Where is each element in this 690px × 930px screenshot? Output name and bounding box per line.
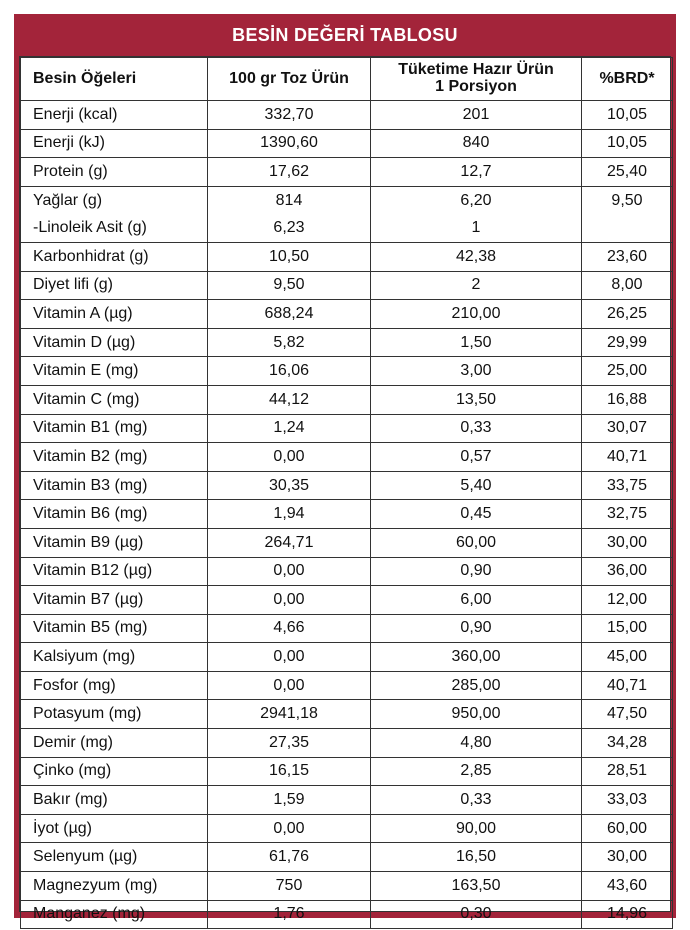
- cell-nutrient: Vitamin B9 (µg): [21, 528, 208, 557]
- cell-per-100g: 0,00: [208, 643, 371, 672]
- table-row: [21, 500, 673, 529]
- cell-brd: 43,60: [582, 872, 673, 901]
- cell-nutrient: Vitamin C (mg): [21, 385, 208, 414]
- cell-per-100g: 750: [208, 872, 371, 901]
- nutrition-panel: [14, 14, 676, 923]
- cell-brd: 10,05: [582, 129, 673, 158]
- cell-per-portion: 13,50: [371, 385, 582, 414]
- cell-per-portion: 840: [371, 129, 582, 158]
- cell-per-portion: 1,50: [371, 328, 582, 357]
- cell-per-100g: 6,23: [208, 214, 371, 242]
- cell-per-100g: 17,62: [208, 158, 371, 187]
- cell-per-portion: 0,90: [371, 557, 582, 586]
- cell-per-portion: 360,00: [371, 643, 582, 672]
- cell-per-100g: 0,00: [208, 443, 371, 472]
- table-row: [21, 300, 673, 329]
- cell-brd: 34,28: [582, 729, 673, 758]
- table-row: [21, 843, 673, 872]
- table-row: [21, 729, 673, 758]
- cell-per-100g: 688,24: [208, 300, 371, 329]
- table-row: [21, 158, 673, 187]
- table-row: [21, 328, 673, 357]
- cell-brd: 10,05: [582, 101, 673, 130]
- cell-per-portion: 163,50: [371, 872, 582, 901]
- nutrition-table-container: [19, 56, 671, 923]
- cell-per-portion: 2,85: [371, 757, 582, 786]
- header-nutrient: Besin Öğeleri: [21, 58, 208, 101]
- cell-per-100g: 30,35: [208, 471, 371, 500]
- cell-nutrient: Potasyum (mg): [21, 700, 208, 729]
- cell-per-portion: 90,00: [371, 814, 582, 843]
- cell-nutrient: Enerji (kJ): [21, 129, 208, 158]
- nutrition-table: [20, 57, 673, 929]
- cell-per-100g: 264,71: [208, 528, 371, 557]
- table-row: [21, 385, 673, 414]
- cell-nutrient: Çinko (mg): [21, 757, 208, 786]
- table-row: [21, 586, 673, 615]
- cell-nutrient: Magnezyum (mg): [21, 872, 208, 901]
- header-per-100g: 100 gr Toz Ürün: [208, 58, 371, 101]
- cell-brd: 32,75: [582, 500, 673, 529]
- cell-nutrient: Vitamin B12 (µg): [21, 557, 208, 586]
- cell-nutrient: Protein (g): [21, 158, 208, 187]
- cell-nutrient: Vitamin B3 (mg): [21, 471, 208, 500]
- cell-brd: 25,00: [582, 357, 673, 386]
- table-row: [21, 700, 673, 729]
- cell-per-100g: 332,70: [208, 101, 371, 130]
- table-row: [21, 357, 673, 386]
- cell-nutrient: Vitamin B1 (mg): [21, 414, 208, 443]
- cell-brd: 29,99: [582, 328, 673, 357]
- table-row: [21, 214, 673, 242]
- table-row: [21, 271, 673, 300]
- cell-per-100g: 0,00: [208, 586, 371, 615]
- cell-per-portion: 201: [371, 101, 582, 130]
- cell-per-portion: 3,00: [371, 357, 582, 386]
- cell-nutrient: Fosfor (mg): [21, 671, 208, 700]
- cell-per-portion: 0,45: [371, 500, 582, 529]
- cell-brd: 9,50: [582, 186, 673, 214]
- table-row: [21, 786, 673, 815]
- table-header-row: [21, 58, 673, 101]
- cell-per-portion: 42,38: [371, 242, 582, 271]
- table-row: [21, 129, 673, 158]
- table-row: [21, 872, 673, 901]
- cell-brd: 15,00: [582, 614, 673, 643]
- cell-brd: 33,75: [582, 471, 673, 500]
- cell-brd: 23,60: [582, 242, 673, 271]
- cell-nutrient: -Linoleik Asit (g): [21, 214, 208, 242]
- cell-nutrient: Bakır (mg): [21, 786, 208, 815]
- cell-nutrient: Vitamin A (µg): [21, 300, 208, 329]
- table-row: [21, 443, 673, 472]
- cell-per-portion: 5,40: [371, 471, 582, 500]
- cell-per-100g: 16,15: [208, 757, 371, 786]
- cell-per-100g: 1,24: [208, 414, 371, 443]
- cell-brd: 12,00: [582, 586, 673, 615]
- table-row: [21, 757, 673, 786]
- cell-nutrient: Selenyum (µg): [21, 843, 208, 872]
- cell-per-100g: 9,50: [208, 271, 371, 300]
- cell-nutrient: Karbonhidrat (g): [21, 242, 208, 271]
- table-row: [21, 557, 673, 586]
- header-per-portion-line2: 1 Porsiyon: [435, 78, 517, 95]
- cell-per-portion: 285,00: [371, 671, 582, 700]
- panel-title: BESİN DEĞERİ TABLOSU: [232, 24, 458, 45]
- cell-per-portion: 2: [371, 271, 582, 300]
- table-row: [21, 614, 673, 643]
- table-row: [21, 186, 673, 214]
- cell-per-100g: 814: [208, 186, 371, 214]
- cell-brd: 33,03: [582, 786, 673, 815]
- cell-per-100g: 0,00: [208, 557, 371, 586]
- cell-per-100g: 16,06: [208, 357, 371, 386]
- cell-brd: 14,96: [582, 900, 673, 929]
- cell-brd: 45,00: [582, 643, 673, 672]
- cell-per-100g: 2941,18: [208, 700, 371, 729]
- cell-nutrient: Vitamin B2 (mg): [21, 443, 208, 472]
- cell-brd: 16,88: [582, 385, 673, 414]
- cell-nutrient: Vitamin E (mg): [21, 357, 208, 386]
- cell-nutrient: Vitamin B6 (mg): [21, 500, 208, 529]
- cell-brd: 60,00: [582, 814, 673, 843]
- cell-per-portion: 6,00: [371, 586, 582, 615]
- cell-brd: 40,71: [582, 443, 673, 472]
- cell-per-portion: 0,30: [371, 900, 582, 929]
- cell-per-portion: 6,20: [371, 186, 582, 214]
- table-row: [21, 471, 673, 500]
- header-per-portion-line1: Tüketime Hazır Ürün: [398, 61, 554, 79]
- cell-nutrient: Vitamin B7 (µg): [21, 586, 208, 615]
- cell-per-100g: 1,59: [208, 786, 371, 815]
- cell-per-portion: 16,50: [371, 843, 582, 872]
- cell-brd: 40,71: [582, 671, 673, 700]
- cell-per-100g: 27,35: [208, 729, 371, 758]
- cell-per-100g: 10,50: [208, 242, 371, 271]
- cell-per-100g: 1,76: [208, 900, 371, 929]
- cell-per-portion: 0,90: [371, 614, 582, 643]
- cell-per-100g: 61,76: [208, 843, 371, 872]
- cell-per-portion: 0,33: [371, 786, 582, 815]
- table-row: [21, 900, 673, 929]
- cell-nutrient: Manganez (mg): [21, 900, 208, 929]
- header-brd: %BRD*: [582, 58, 673, 101]
- cell-per-portion: 0,33: [371, 414, 582, 443]
- cell-nutrient: Enerji (kcal): [21, 101, 208, 130]
- cell-per-100g: 44,12: [208, 385, 371, 414]
- cell-nutrient: Yağlar (g): [21, 186, 208, 214]
- cell-nutrient: Vitamin D (µg): [21, 328, 208, 357]
- cell-brd: 36,00: [582, 557, 673, 586]
- table-row: [21, 643, 673, 672]
- cell-per-100g: 1390,60: [208, 129, 371, 158]
- cell-brd: 47,50: [582, 700, 673, 729]
- table-row: [21, 242, 673, 271]
- cell-per-100g: 0,00: [208, 814, 371, 843]
- cell-brd: 30,00: [582, 843, 673, 872]
- table-row: [21, 671, 673, 700]
- cell-brd: 8,00: [582, 271, 673, 300]
- cell-per-100g: 5,82: [208, 328, 371, 357]
- cell-per-100g: 4,66: [208, 614, 371, 643]
- cell-per-portion: 60,00: [371, 528, 582, 557]
- cell-brd: 30,00: [582, 528, 673, 557]
- cell-nutrient: Demir (mg): [21, 729, 208, 758]
- header-per-portion: [371, 58, 582, 101]
- cell-per-100g: 1,94: [208, 500, 371, 529]
- cell-nutrient: İyot (µg): [21, 814, 208, 843]
- cell-per-portion: 1: [371, 214, 582, 242]
- table-row: [21, 101, 673, 130]
- cell-per-100g: 0,00: [208, 671, 371, 700]
- table-row: [21, 528, 673, 557]
- cell-brd: 25,40: [582, 158, 673, 187]
- cell-per-portion: 0,57: [371, 443, 582, 472]
- cell-per-portion: 12,7: [371, 158, 582, 187]
- table-row: [21, 414, 673, 443]
- cell-per-portion: 210,00: [371, 300, 582, 329]
- cell-nutrient: Kalsiyum (mg): [21, 643, 208, 672]
- cell-brd: [582, 214, 673, 242]
- cell-nutrient: Vitamin B5 (mg): [21, 614, 208, 643]
- cell-per-portion: 4,80: [371, 729, 582, 758]
- cell-nutrient: Diyet lifi (g): [21, 271, 208, 300]
- cell-per-portion: 950,00: [371, 700, 582, 729]
- cell-brd: 26,25: [582, 300, 673, 329]
- cell-brd: 30,07: [582, 414, 673, 443]
- cell-brd: 28,51: [582, 757, 673, 786]
- table-row: [21, 814, 673, 843]
